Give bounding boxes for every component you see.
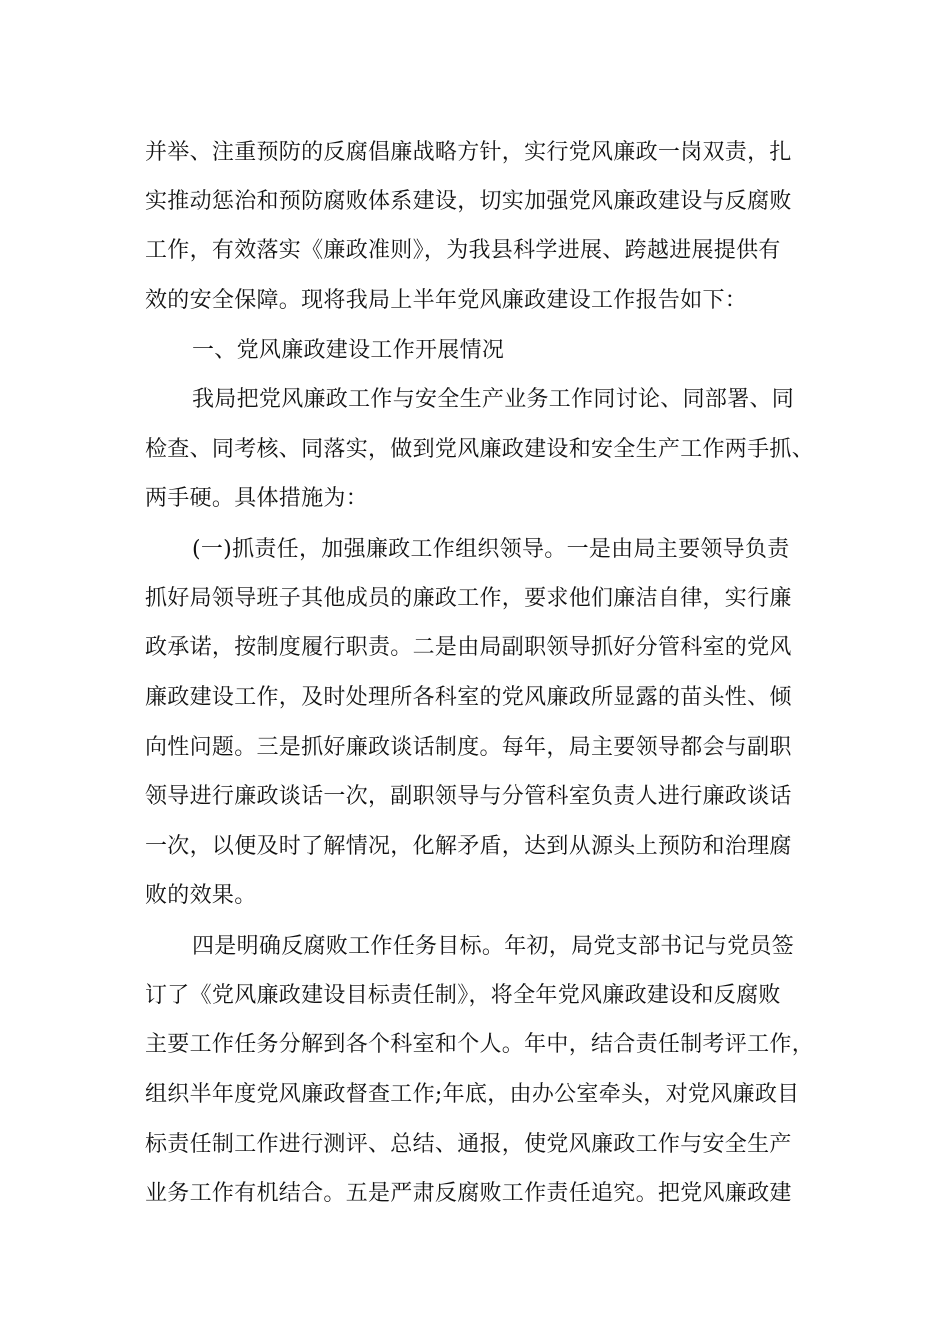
text-line-1: 并举、注重预防的反腐倡廉战略方针，实行党风廉政一岗双责，扎	[145, 140, 792, 165]
text-line-7: 检查、同考核、同落实，做到党风廉政建设和安全生产工作两手抓、	[145, 437, 815, 462]
text-line-17: 四是明确反腐败工作任务目标。年初，局党支部书记与党员签	[192, 934, 795, 959]
section-heading: 一、党风廉政建设工作开展情况	[192, 338, 505, 363]
text-line-2: 实推动惩治和预防腐败体系建设，切实加强党风廉政建设与反腐败	[145, 189, 792, 214]
text-line-22: 业务工作有机结合。五是严肃反腐败工作责任追究。把党风廉政建	[145, 1181, 792, 1206]
text-line-21: 标责任制工作进行测评、总结、通报，使党风廉政工作与安全生产	[145, 1132, 792, 1157]
text-line-15: 一次，以便及时了解情况，化解矛盾，达到从源头上预防和治理腐	[145, 834, 792, 859]
text-line-3: 工作，有效落实《廉政准则》，为我县科学进展、跨越进展提供有	[145, 238, 781, 263]
text-line-11: 政承诺，按制度履行职责。二是由局副职领导抓好分管科室的党风	[145, 635, 792, 660]
text-line-19: 主要工作任务分解到各个科室和个人。年中，结合责任制考评工作，	[145, 1032, 815, 1057]
text-line-20: 组织半年度党风廉政督查工作;年底，由办公室牵头，对党风廉政目	[145, 1082, 800, 1107]
text-line-8: 两手硬。具体措施为：	[145, 486, 369, 511]
text-line-6: 我局把党风廉政工作与安全生产业务工作同讨论、同部署、同	[192, 387, 795, 412]
text-line-10: 抓好局领导班子其他成员的廉政工作，要求他们廉洁自律，实行廉	[145, 586, 792, 611]
text-line-9: (一)抓责任，加强廉政工作组织领导。一是由局主要领导负责	[192, 537, 790, 562]
text-line-4: 效的安全保障。现将我局上半年党风廉政建设工作报告如下：	[145, 288, 748, 313]
text-line-16: 败的效果。	[145, 883, 257, 908]
text-line-13: 向性问题。三是抓好廉政谈话制度。每年，局主要领导都会与副职	[145, 735, 792, 760]
text-line-12: 廉政建设工作，及时处理所各科室的党风廉政所显露的苗头性、倾	[145, 685, 792, 710]
text-line-14: 领导进行廉政谈话一次，副职领导与分管科室负责人进行廉政谈话	[145, 784, 792, 809]
text-line-18: 订了《党风廉政建设目标责任制》，将全年党风廉政建设和反腐败	[145, 983, 781, 1008]
